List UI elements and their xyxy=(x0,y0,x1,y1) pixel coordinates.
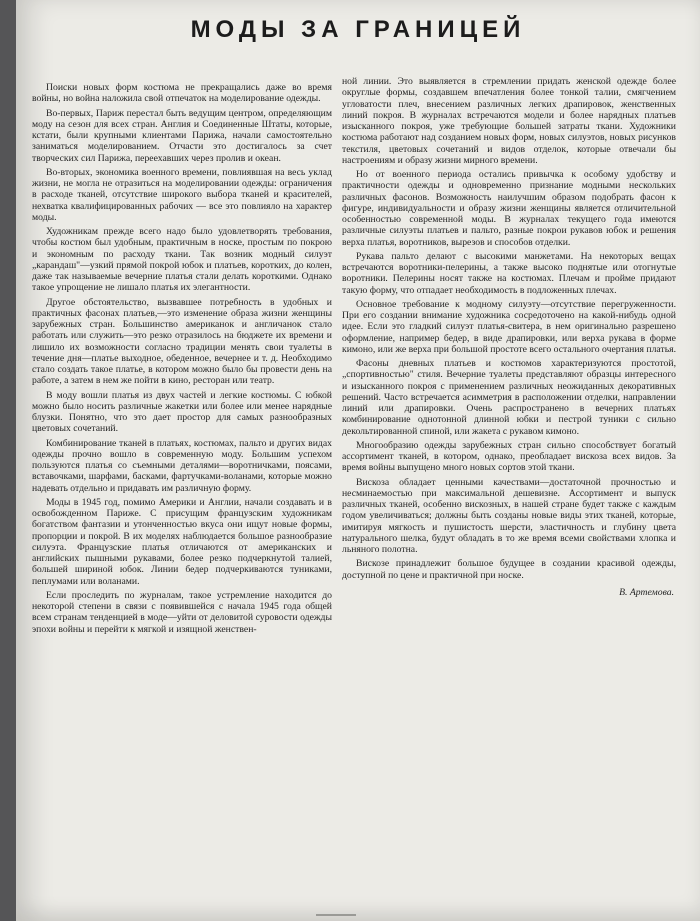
paragraph: Художникам прежде всего надо было удовлетворять требования, чтобы костюм был удобным, практичным в носке, простым по покрою и экономным по расходу ткани. Так возник модный силуэт „карандаш"—узкий прямой покрой юбок и платьев, коротких, до колен, даже так называемые вечерние платья стали делать короткими. Однако такое упрощение не лишало платья их элегантности. xyxy=(32,226,332,294)
paragraph: Основное требование к модному силуэту—отсутствие перегруженности. При его создании внимание художника сосредоточено на какой-нибудь одной идее. Если это гладкий силуэт платья-свитера, в нем оригинально разрешено оформление, например бедер, в виде драпировки, или верха рукава в форме кимоно, или же верха при большой простоте всего остального очертания платья. xyxy=(342,298,676,355)
left-column xyxy=(32,82,332,638)
paragraph: Фасоны дневных платьев и костюмов характеризуются простотой, „спортивностью" стиля. Вечерние туалеты представляют образцы интересного и изысканного покроя с применением различных неожиданных декоративных решений. Часто встречается асимметрия в расположении отделки, направлении линий или драпировки. Очень распространено в вечерних платьях комбинирование однотонной длинной юбки и пестрой туники с сильно декольтированной спиной, или жакета с рукавом кимоно. xyxy=(342,358,676,437)
paragraph: Другое обстоятельство, вызвавшее потребность в удобных и практичных фасонах платьев,—это изменение образа жизни женщины зарубежных стран. Большинство американок и англичанок стало работать или служить—это резко отразилось на бюджете их времени и лишило их возможности согласно традиции менять свои туалеты в течение дня—платье выходное, обеденное, вечернее и т. д. Необходимо стало создать такое платье, в котором можно было бы провести день на работе, а затем в нем же пойти в кино, ресторан или театр. xyxy=(32,296,332,387)
magazine-page xyxy=(16,0,700,921)
paragraph: Вискоза обладает ценными качествами—достаточной прочностью и несминаемостью при максимальной дешевизне. Ассортимент и выпуск различных тканей, особенно вискозных, в нашей стране будет также с каждым годом увеличиваться; должны быть созданы новые виды этих тканей, которые, имитируя мягкость и пушистость шерсти, эластичность и глубину цвета натурального шелка, будут обладать в то же время всеми свойствами хлопка и льняного полотна. xyxy=(342,476,676,555)
page-bottom-mark xyxy=(316,914,356,916)
paragraph: В моду вошли платья из двух частей и легкие костюмы. С юбкой можно было носить различные жакетки или более или менее нарядные блузки. Понятно, что это дает простор для самых разнообразных цветовых сочетаний. xyxy=(32,389,332,435)
article-title: МОДЫ ЗА ГРАНИЦЕЙ xyxy=(190,16,526,43)
paragraph: Во-вторых, экономика военного времени, повлиявшая на весь уклад жизни, не могла не отразиться на моделировании одежды: ограничения в расходе тканей, отсутствие широкого выбора тканей и красителей, нехватка квалифицированных рабочих — все это повлияло на характер моды. xyxy=(32,166,332,223)
right-column xyxy=(342,76,676,598)
paragraph: Комбинирование тканей в платьях, костюмах, пальто и других видах одежды прочно вошло в современную моду. Большим успехом пользуются платья со съемными деталями—воротничками, поясами, вставочками, шарфами, басками, фартучками-воланами, которые можно надевать отдельно и придавать им различную форму. xyxy=(32,437,332,494)
paragraph: Моды в 1945 год, помимо Америки и Англии, начали создавать и в освобожденном Париже. С присущим французским художникам богатством фантазии и утонченностью вкуса они ищут новые формы, пропорции и покрой. В их моделях наблюдается большое разнообразие силуэта. Французские платья отличаются от американских и английских пышными рукавами, более резко подчеркнутой талией, большей шириной юбок. Линии бедер подчеркиваются туниками, пеплумами или воланами. xyxy=(32,496,332,587)
paragraph: Вискозе принадлежит большое будущее в создании красивой одежды, доступной по цене и практичной при носке. xyxy=(342,558,676,581)
paragraph: Поиски новых форм костюма не прекращались даже во время войны, но война наложила свой отпечаток на моделирование одежды. xyxy=(32,82,332,105)
author-signature: В. Артемова. xyxy=(619,586,674,598)
paragraph: Во-первых, Париж перестал быть ведущим центром, определяющим моду на сезон для всех стран. Англия и Соединенные Штаты, которые, кстати, были крупными клиентами Парижа, начали самостоятельно заниматься моделированием. Отчасти это достигалось за счет творческих сил Парижа, переехавших через пролив и океан. xyxy=(32,107,332,164)
paragraph-continuation: ной линии. Это выявляется в стремлении придать женской одежде более округлые формы, создавшем впечатления более тонкой талии, смягчением угловатости плеч, внесением различных легких драпировок, женственных линий покроя. В журналах встречаются модели и более нарядных платьев изысканного покроя, уже требующие большей затраты ткани. Художники костюма работают над созданием новых форм, новых силуэтов, новых рисунков текстиля, цветовых сочетаний и видов отделок, которые отвечали бы настроениям и образу жизни мирного времени. xyxy=(342,76,676,166)
paragraph: Многообразию одежды зарубежных стран сильно способствует богатый ассортимент тканей, в котором, однако, преобладает вискоза всех видов. За время войны выпущено много новых сортов этой ткани. xyxy=(342,439,676,474)
paragraph: Но от военного периода остались привычка к особому удобству и практичности одежды и одновременно признание модными нескольких различных фасонов. Возможность наилучшим образом подобрать фасон к фигуре, индивидуальности и образу жизни женщины является отличительной особенностью современной моды. В журналах текущего года имеются различные силуэты платьев и пальто, разные покрои рукавов юбок и решения верха платья, воротников, вырезов и способов отделки. xyxy=(342,169,676,248)
paragraph: Если проследить по журналам, такое устремление находится до некоторой степени в связи с появившейся с начала 1945 года общей всем странам тенденцией в моде—уйти от деловитой суровости одежды эпохи войны и перейти к мягкой и изящной женствен- xyxy=(32,589,332,635)
paragraph: Рукава пальто делают с высокими манжетами. На некоторых вещах встречаются воротники-пелерины, а также высоко поднятые или отогнутые воротники. Пелерины носят также на костюмах. Плечам и пройме придают такую форму, что отпадает необходимость в подложенных плечах. xyxy=(342,250,676,296)
